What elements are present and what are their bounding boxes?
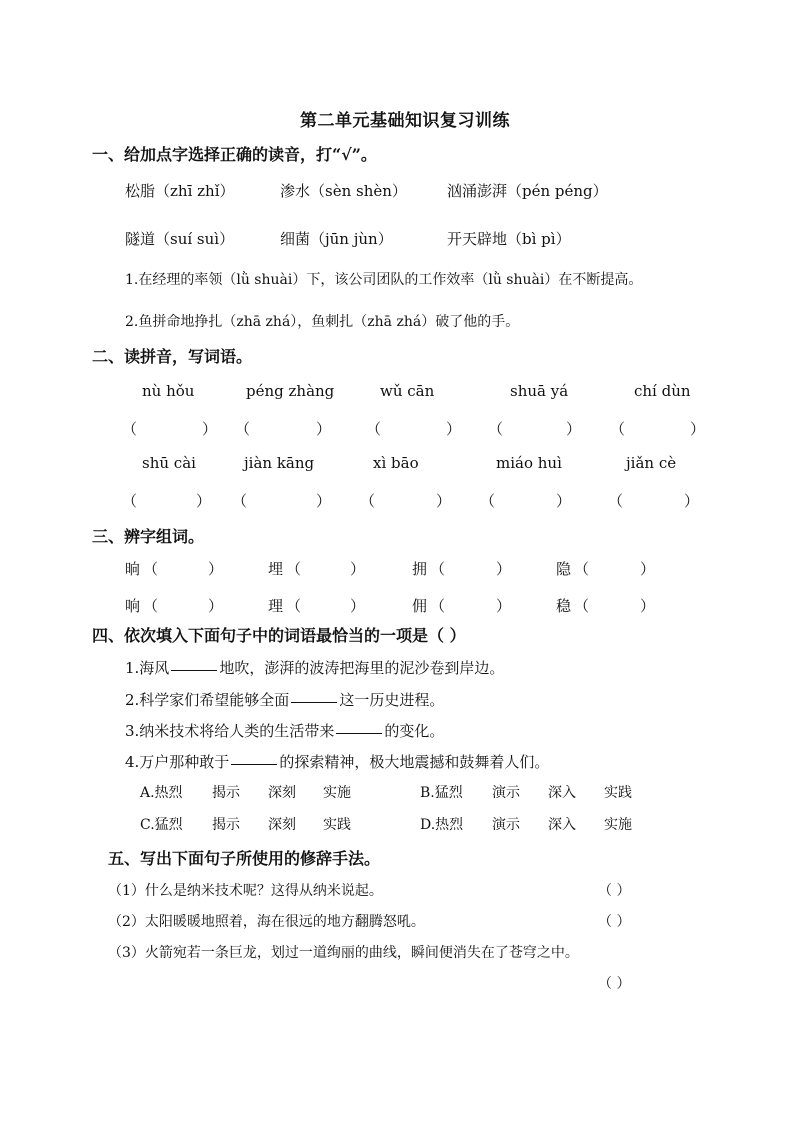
answer-paren-open: （ <box>360 492 376 510</box>
pinyin-3: wǔ cān <box>380 382 435 400</box>
answer-paren-open: （ <box>143 560 159 578</box>
fill-blank <box>336 732 382 734</box>
section-4-heading: 四、依次填入下面句子中的词语最恰当的一项是（ ） <box>92 626 466 645</box>
s5-question-1: （1）什么是纳米技术呢？这得从纳米说起。 <box>108 883 383 899</box>
pinyin-7: jiàn kāng <box>244 454 315 472</box>
page-title: 第二单元基础知识复习训练 <box>300 111 510 131</box>
option-a: A.热烈 <box>140 785 183 801</box>
pinyin-10: jiǎn cè <box>626 454 677 472</box>
option-word: 深刻 <box>268 785 296 801</box>
section-3-heading: 三、辨字组词。 <box>92 527 205 546</box>
answer-paren-open: （ <box>574 560 590 578</box>
section-1-heading: 一、给加点字选择正确的读音，打“√”。 <box>92 145 377 164</box>
option-c: C.猛烈 <box>140 817 183 833</box>
answer-paren-close: ） <box>208 560 224 578</box>
s4-question-3: 3.纳米技术将给人类的生活带来 的变化。 <box>125 722 445 740</box>
answer-paren-open: （ <box>122 492 138 510</box>
answer-paren-close: ） <box>350 597 366 615</box>
answer-paren-close: ） <box>196 492 212 510</box>
fill-blank <box>231 763 277 765</box>
section-2-heading: 二、读拼音，写词语。 <box>92 347 253 366</box>
answer-paren-close: ） <box>316 492 332 510</box>
answer-paren-close: ） <box>208 597 224 615</box>
answer-paren-close: ） <box>436 492 452 510</box>
option-word: 演示 <box>492 817 520 833</box>
fill-blank <box>291 701 337 703</box>
answer-paren-open: （ <box>610 420 626 438</box>
answer-paren-open: （ <box>286 560 302 578</box>
pinyin-8: xì bāo <box>373 454 419 472</box>
answer-paren-open: （ <box>430 597 446 615</box>
s1-item-5: 细菌（jūn jùn） <box>280 230 393 248</box>
answer-paren-close: ） <box>640 560 656 578</box>
option-word: 揭示 <box>212 817 240 833</box>
option-word: 实践 <box>604 785 632 801</box>
s5-question-2: （2）太阳暖暖地照着，海在很远的地方翻腾怒吼。 <box>108 914 425 930</box>
option-word: 实践 <box>323 817 351 833</box>
section-5-heading: 五、写出下面句子所使用的修辞手法。 <box>108 849 381 868</box>
s1-item-3: 汹涌澎湃（pén péng） <box>447 182 608 200</box>
answer-paren-close: ） <box>566 420 582 438</box>
answer-paren-open: （ <box>366 420 382 438</box>
answer-paren-open: （ <box>608 492 624 510</box>
answer-paren-close: ） <box>556 492 572 510</box>
answer-paren-close: ） <box>684 492 700 510</box>
s3-char: 响 <box>125 597 141 615</box>
pinyin-6: shū cài <box>142 454 196 472</box>
answer-paren-open: （ <box>430 560 446 578</box>
answer-paren-close: ） <box>496 597 512 615</box>
option-word: 深入 <box>548 817 576 833</box>
s3-char: 佣 <box>412 597 428 615</box>
s1-item-1: 松脂（zhī zhǐ） <box>125 182 235 200</box>
answer-paren-close: ） <box>350 560 366 578</box>
answer-paren-open: （ <box>232 492 248 510</box>
pinyin-5: chí dùn <box>634 382 691 400</box>
s1-sentence-2: 2.鱼拼命地挣扎（zhā zhá），鱼刺扎（zhā zhá）破了他的手。 <box>125 314 520 330</box>
answer-paren-open: （ <box>488 420 504 438</box>
option-word: 深刻 <box>268 817 296 833</box>
pinyin-4: shuā yá <box>510 382 569 400</box>
answer-paren-close: ） <box>690 420 706 438</box>
s3-char: 埋 <box>268 560 284 578</box>
fill-blank <box>171 669 217 671</box>
s4-question-1: 1.海风 地吹，澎湃的波涛把海里的泥沙卷到岸边。 <box>125 659 505 677</box>
answer-paren-close: ） <box>202 420 218 438</box>
s3-char: 拥 <box>412 560 428 578</box>
s5-answer-paren: （ ） <box>598 883 631 899</box>
pinyin-9: miáo huì <box>496 454 562 472</box>
s5-answer-paren: （ ） <box>598 976 631 992</box>
s3-char: 理 <box>268 597 284 615</box>
s1-item-2: 渗水（sèn shèn） <box>280 182 407 200</box>
option-word: 实施 <box>323 785 351 801</box>
s1-sentence-1: 1.在经理的率领（lǜ shuài）下，该公司团队的工作效率（lǜ shuài）在不断提高。 <box>125 272 643 288</box>
answer-paren-close: ） <box>446 420 462 438</box>
answer-paren-close: ） <box>640 597 656 615</box>
option-word: 深入 <box>548 785 576 801</box>
option-word: 揭示 <box>212 785 240 801</box>
s1-item-6: 开天辟地（bì pì） <box>447 230 571 248</box>
option-word: 演示 <box>492 785 520 801</box>
answer-paren-close: ） <box>496 560 512 578</box>
answer-paren-open: （ <box>574 597 590 615</box>
option-d: D.热烈 <box>420 817 464 833</box>
answer-paren-open: （ <box>122 420 138 438</box>
answer-paren-open: （ <box>480 492 496 510</box>
s5-question-3: （3）火箭宛若一条巨龙，划过一道绚丽的曲线，瞬间便消失在了苍穹之中。 <box>108 945 579 961</box>
pinyin-2: péng zhàng <box>246 382 335 400</box>
s3-char: 隐 <box>556 560 572 578</box>
answer-paren-open: （ <box>143 597 159 615</box>
answer-paren-open: （ <box>235 420 251 438</box>
s5-answer-paren: （ ） <box>598 914 631 930</box>
answer-paren-close: ） <box>316 420 332 438</box>
s4-question-4: 4.万户那种敢于 的探索精神，极大地震撼和鼓舞着人们。 <box>125 753 550 771</box>
s4-question-2: 2.科学家们希望能够全面 这一历史进程。 <box>125 691 445 709</box>
option-b: B.猛烈 <box>420 785 463 801</box>
s1-item-4: 隧道（suí suì） <box>125 230 235 248</box>
s3-char: 稳 <box>556 597 572 615</box>
pinyin-1: nù hǒu <box>142 382 195 400</box>
s3-char: 晌 <box>125 560 141 578</box>
answer-paren-open: （ <box>286 597 302 615</box>
option-word: 实施 <box>604 817 632 833</box>
